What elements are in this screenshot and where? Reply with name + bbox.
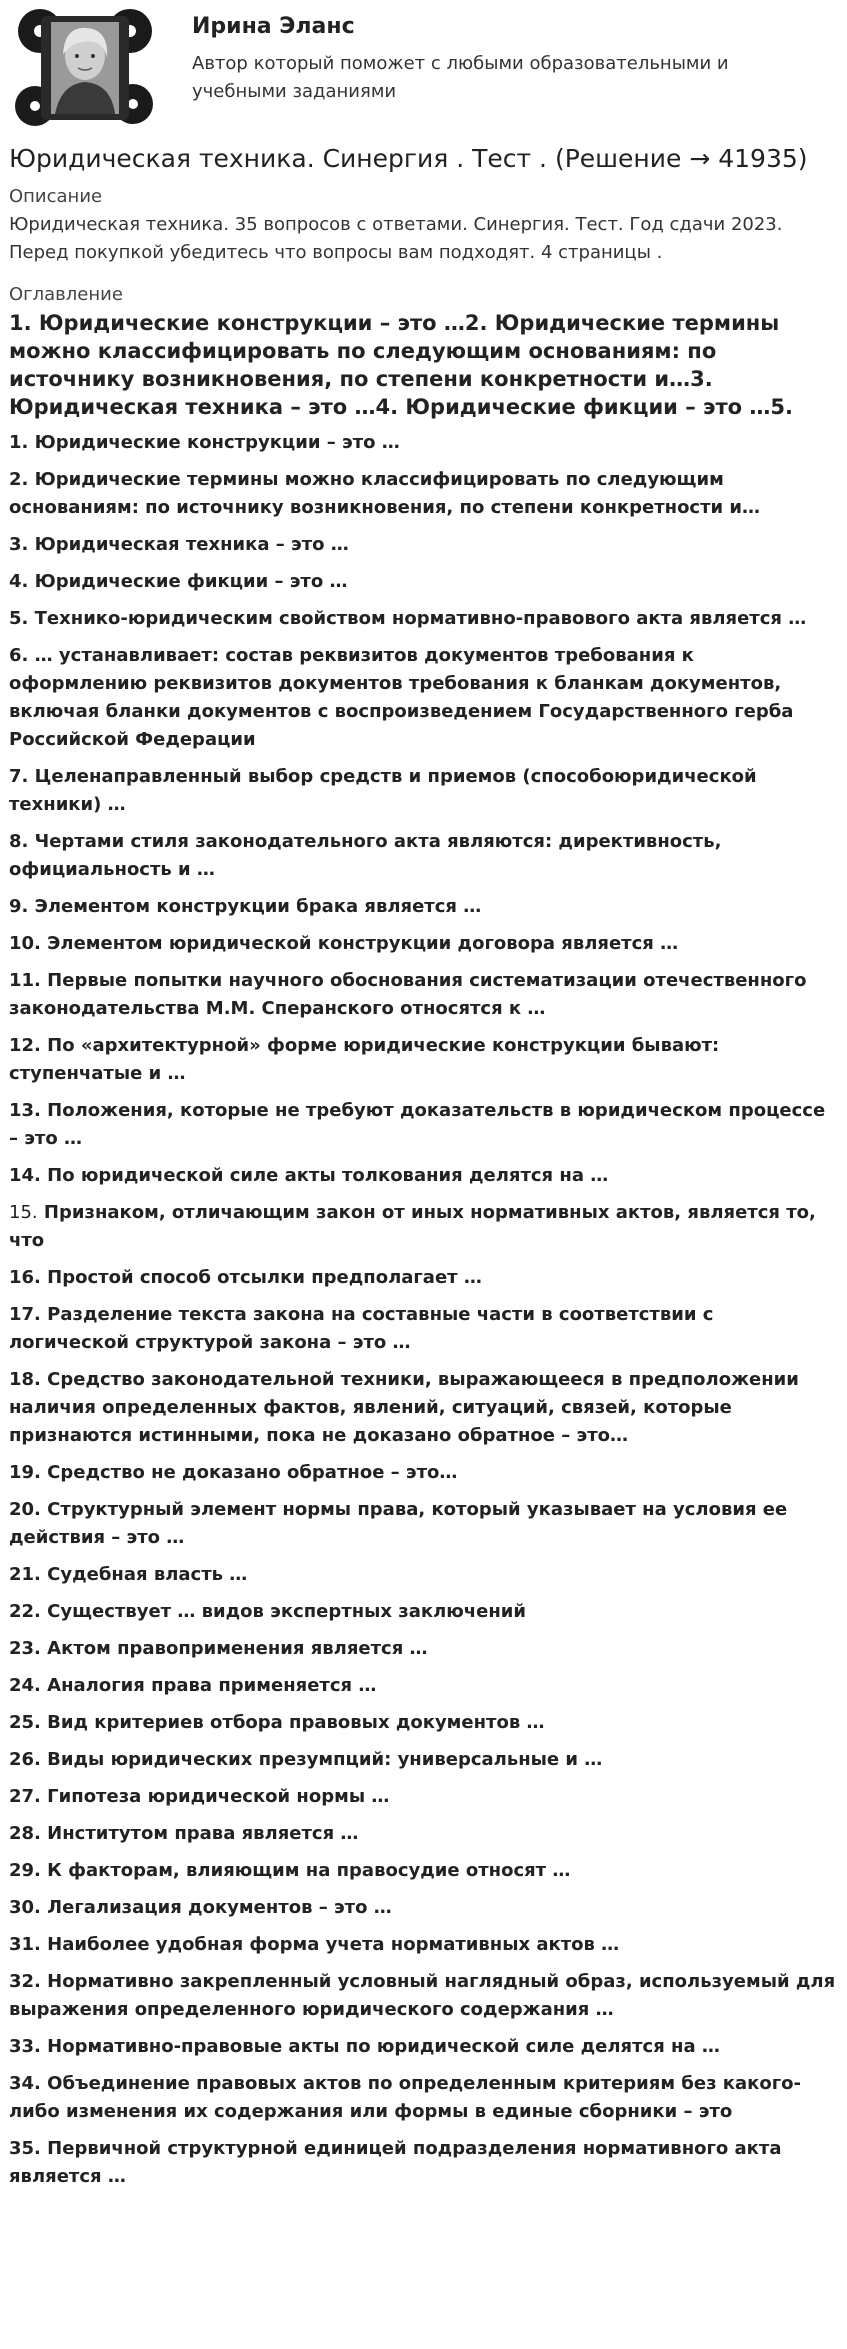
question-text: Простой способ отсылки предполагает … (47, 1267, 482, 1288)
author-description: Автор который поможет с любыми образовательными и учебными заданиями (192, 53, 729, 102)
question-number: 25. (9, 1712, 41, 1733)
question-item (9, 605, 838, 633)
question-text: По «архитектурной» форме юридические конструкции бывают: ступенчатые и … (9, 1035, 720, 1084)
question-item (9, 466, 838, 522)
question-text: К факторам, влияющим на правосудие относят … (47, 1860, 571, 1881)
question-text: Институтом права является … (47, 1823, 359, 1844)
question-text: Судебная власть … (47, 1564, 248, 1585)
question-item (9, 1032, 838, 1088)
question-item (9, 531, 838, 559)
toc-summary: 1. Юридические конструкции – это …2. Юридические термины можно классифицировать по следующим основаниям: по источнику возникновения, по степени конкретности и…3. Юридическая техника – это …4. Юридические фикции – это …5. (9, 311, 793, 419)
question-item (9, 930, 838, 958)
question-text: Объединение правовых актов по определенным критериям без какого-либо изменения их содержания или формы в единые сборники – это (9, 2073, 801, 2122)
question-item (9, 1968, 838, 2024)
question-number: 33. (9, 2036, 41, 2057)
page-title: Юридическая техника. Синергия . Тест . (Решение → 41935) (9, 144, 808, 173)
question-item (9, 568, 838, 596)
question-item (9, 429, 838, 457)
question-number: 23. (9, 1638, 41, 1659)
question-number: 28. (9, 1823, 41, 1844)
question-text: Актом правоприменения является … (47, 1638, 428, 1659)
question-number: 22. (9, 1601, 41, 1622)
question-text: Вид критериев отбора правовых документов … (47, 1712, 545, 1733)
question-item (9, 1931, 838, 1959)
question-text: Структурный элемент нормы права, который указывает на условия ее действия – это … (9, 1499, 788, 1548)
question-item (9, 893, 838, 921)
author-avatar[interactable] (15, 6, 155, 128)
question-number: 1. (9, 432, 29, 453)
question-text: Первичной структурной единицей подразделения нормативного акта является … (9, 2138, 782, 2187)
question-number: 26. (9, 1749, 41, 1770)
question-number: 10. (9, 933, 41, 954)
description-label: Описание (9, 186, 103, 207)
question-number: 9. (9, 896, 29, 917)
question-number: 31. (9, 1934, 41, 1955)
question-item (9, 1672, 838, 1700)
question-item (9, 2070, 838, 2126)
author-card (9, 0, 838, 135)
question-item (9, 2033, 838, 2061)
question-text: Первые попытки научного обоснования систематизации отечественного законодательства М.М. Сперанского относятся к … (9, 970, 807, 1019)
question-list (9, 429, 838, 2191)
question-text: Существует … видов экспертных заключений (47, 1601, 527, 1622)
question-number: 35. (9, 2138, 41, 2159)
question-item (9, 1162, 838, 1190)
question-number: 5. (9, 608, 29, 629)
question-text: Юридические конструкции – это … (34, 432, 400, 453)
question-item (9, 1199, 838, 1255)
question-item (9, 1635, 838, 1663)
question-number: 6. (9, 645, 29, 666)
question-number: 2. (9, 469, 29, 490)
question-number: 12. (9, 1035, 41, 1056)
question-number: 8. (9, 831, 29, 852)
question-item (9, 1709, 838, 1737)
question-number: 4. (9, 571, 29, 592)
question-number: 20. (9, 1499, 41, 1520)
question-item (9, 1894, 838, 1922)
question-number: 11. (9, 970, 41, 991)
question-item (9, 1301, 838, 1357)
question-text: Чертами стиля законодательного акта являются: директивность, официальность и … (9, 831, 722, 880)
question-text: Средство законодательной техники, выражающееся в предположении наличия определенных фактов, явлений, ситуаций, связей, которые признаются истинными, пока не доказано обратное – это… (9, 1369, 799, 1446)
question-text: Разделение текста закона на составные части в соответствии с логической структурой закона – это … (9, 1304, 714, 1353)
question-item (9, 828, 838, 884)
toc-label: Оглавление (9, 284, 123, 305)
question-text: Нормативно-правовые акты по юридической силе делятся на … (47, 2036, 720, 2057)
question-number: 19. (9, 1462, 41, 1483)
question-text: Элементом конструкции брака является … (34, 896, 482, 917)
question-number: 3. (9, 534, 29, 555)
question-text: Признаком, отличающим закон от иных нормативных актов, является то, что (9, 1202, 816, 1251)
question-number: 7. (9, 766, 29, 787)
question-item (9, 1857, 838, 1885)
question-text: Юридические термины можно классифицировать по следующим основаниям: по источнику возникновения, по степени конкретности и… (9, 469, 761, 518)
question-text: Юридическая техника – это … (34, 534, 349, 555)
question-item (9, 642, 838, 754)
question-number: 30. (9, 1897, 41, 1918)
question-number: 13. (9, 1100, 41, 1121)
question-number: 15. (9, 1202, 38, 1223)
question-item (9, 1820, 838, 1848)
question-text: Технико-юридическим свойством нормативно-правового акта является … (34, 608, 807, 629)
question-text: Юридические фикции – это … (34, 571, 348, 592)
question-text: Нормативно закрепленный условный наглядный образ, используемый для выражения определенного юридического содержания … (9, 1971, 836, 2020)
question-number: 34. (9, 2073, 41, 2094)
question-item (9, 763, 838, 819)
question-item (9, 1097, 838, 1153)
question-text: Целенаправленный выбор средств и приемов (способоюридической техники) … (9, 766, 757, 815)
author-name[interactable]: Ирина Эланс (192, 14, 355, 39)
question-number: 16. (9, 1267, 41, 1288)
question-item (9, 1366, 838, 1450)
question-text: По юридической силе акты толкования делятся на … (47, 1165, 609, 1186)
question-item (9, 1598, 838, 1626)
question-number: 24. (9, 1675, 41, 1696)
question-item (9, 1561, 838, 1589)
question-number: 17. (9, 1304, 41, 1325)
description-text: Юридическая техника. 35 вопросов с ответами. Синергия. Тест. Год сдачи 2023. Перед покупкой убедитесь что вопросы вам подходят. 4 страницы . (9, 214, 783, 263)
question-item (9, 1264, 838, 1292)
question-text: Аналогия права применяется … (47, 1675, 377, 1696)
question-item (9, 967, 838, 1023)
question-text: Виды юридических презумпций: универсальные и … (47, 1749, 603, 1770)
question-number: 14. (9, 1165, 41, 1186)
question-text: Наиболее удобная форма учета нормативных актов … (47, 1934, 620, 1955)
question-text: Средство не доказано обратное – это… (47, 1462, 458, 1483)
question-text: Положения, которые не требуют доказательств в юридическом процессе – это … (9, 1100, 826, 1149)
question-text: Элементом юридической конструкции договора является … (47, 933, 679, 954)
question-text: … устанавливает: состав реквизитов документов требования к оформлению реквизитов документов требования к бланкам документов, включая бланки документов с воспроизведением Государственного герба Российской Федерации (9, 645, 794, 750)
question-number: 21. (9, 1564, 41, 1585)
question-item (9, 1459, 838, 1487)
question-number: 27. (9, 1786, 41, 1807)
question-item (9, 2135, 838, 2191)
question-item (9, 1746, 838, 1774)
question-number: 32. (9, 1971, 41, 1992)
question-text: Гипотеза юридической нормы … (47, 1786, 390, 1807)
question-item (9, 1496, 838, 1552)
question-item (9, 1783, 838, 1811)
question-text: Легализация документов – это … (47, 1897, 392, 1918)
question-number: 18. (9, 1369, 41, 1390)
question-number: 29. (9, 1860, 41, 1881)
